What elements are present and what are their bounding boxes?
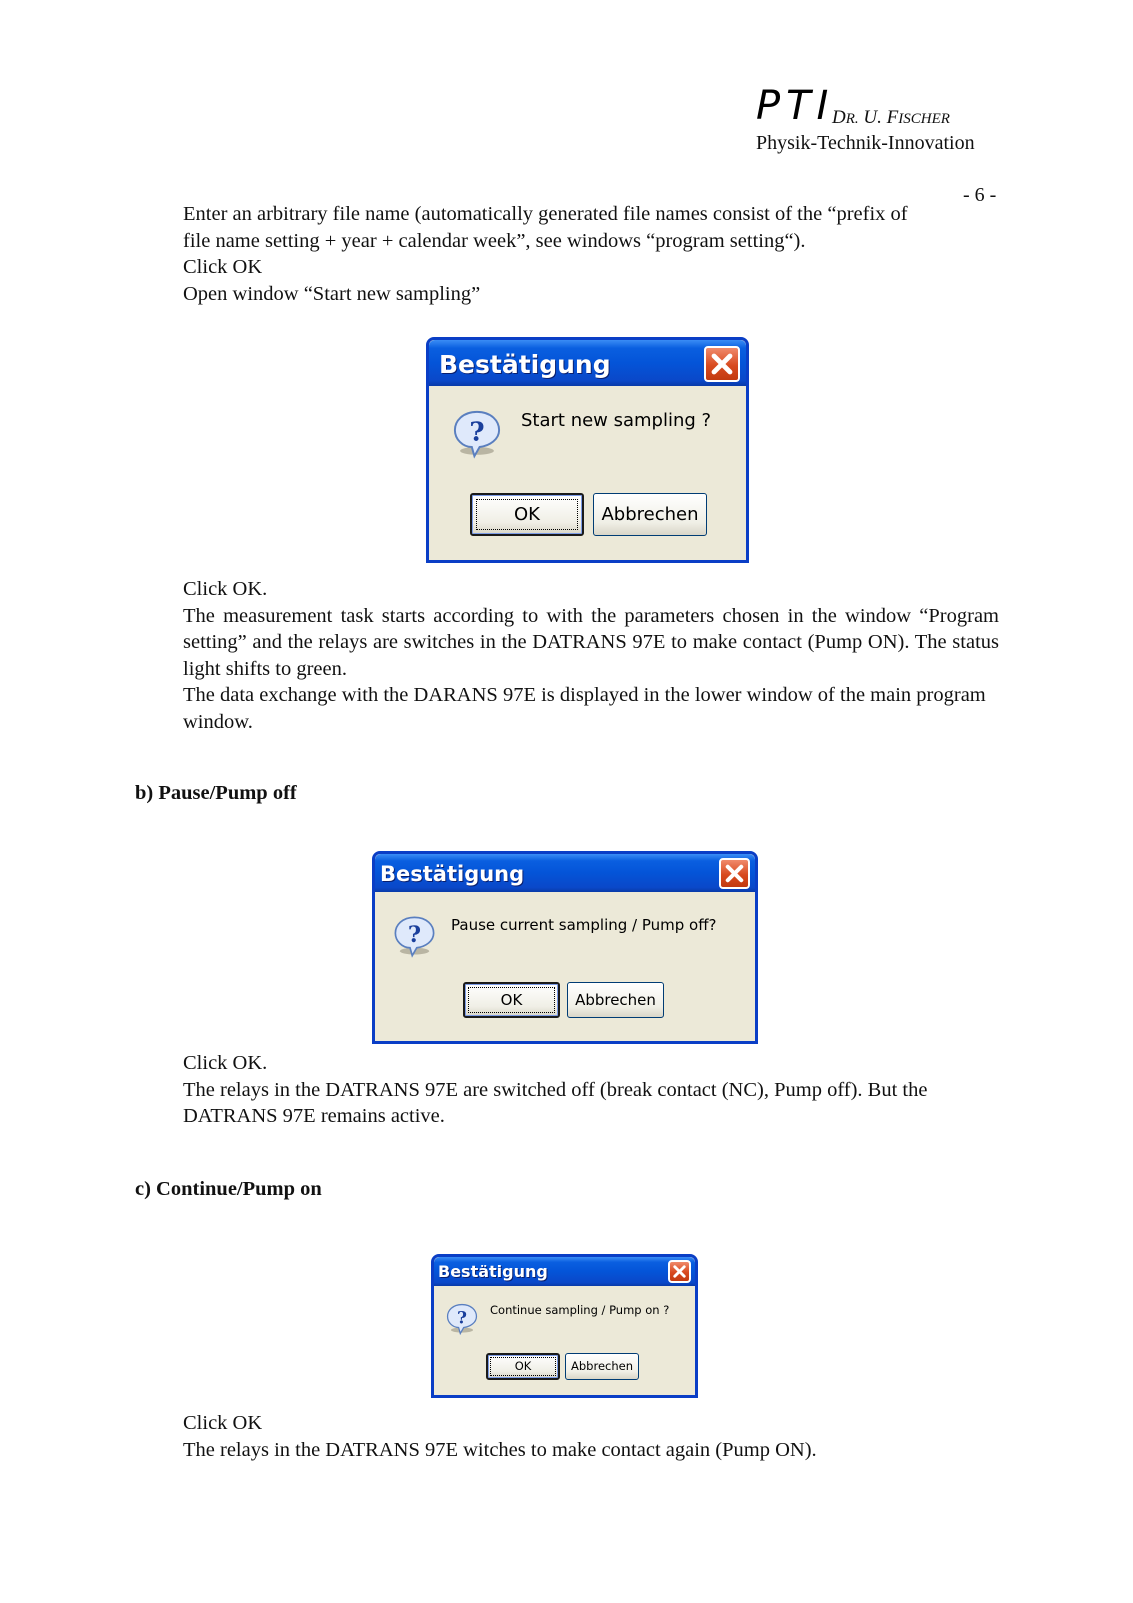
relays-on-text: The relays in the DATRANS 97E witches to make contact again (Pump ON). bbox=[183, 1438, 817, 1461]
cancel-button-label: Abbrechen bbox=[571, 1359, 633, 1373]
ok-button-label: OK bbox=[514, 504, 540, 525]
intro-line-1: Enter an arbitrary file name (automatically generated file names consist of the “prefix of bbox=[183, 203, 908, 225]
section-c-heading: c) Continue/Pump on bbox=[135, 1178, 322, 1200]
close-icon bbox=[721, 860, 748, 887]
cancel-button[interactable] bbox=[565, 1353, 639, 1380]
dialog-title: Bestätigung bbox=[439, 350, 611, 379]
svg-text:?: ? bbox=[469, 417, 485, 448]
ok-button[interactable] bbox=[470, 493, 584, 536]
logo-name: DR. U. FISCHER bbox=[832, 107, 950, 128]
logo-mark: PTI bbox=[756, 83, 835, 129]
dialog-title: Bestätigung bbox=[380, 862, 525, 886]
question-icon bbox=[392, 914, 437, 959]
dialog-message: Pause current sampling / Pump off? bbox=[451, 916, 717, 934]
cancel-button[interactable] bbox=[567, 982, 664, 1018]
company-tagline: Physik-Technik-Innovation bbox=[756, 132, 975, 154]
continue-result-paragraph bbox=[183, 1410, 983, 1463]
svg-text:?: ? bbox=[407, 922, 422, 949]
intro-line-2: file name setting + year + calendar week”, see windows “program setting“). bbox=[183, 229, 806, 252]
dialog-message: Continue sampling / Pump on ? bbox=[490, 1303, 670, 1317]
close-icon bbox=[706, 348, 738, 380]
svg-text:?: ? bbox=[457, 1308, 467, 1329]
continue-sampling-dialog bbox=[431, 1254, 698, 1398]
intro-line-3: Click OK bbox=[183, 256, 263, 278]
ok-button-label: OK bbox=[500, 991, 523, 1009]
pause-sampling-dialog bbox=[372, 851, 758, 1044]
intro-paragraph bbox=[183, 201, 1003, 307]
close-icon bbox=[670, 1262, 689, 1281]
data-exchange-text: The data exchange with the DARANS 97E is displayed in the lower window of the main program window. bbox=[183, 684, 986, 733]
click-ok-text: Click OK. bbox=[183, 578, 268, 600]
cancel-button[interactable] bbox=[593, 493, 707, 536]
close-button[interactable] bbox=[704, 346, 740, 382]
cancel-button-label: Abbrechen bbox=[601, 504, 699, 525]
dialog-title: Bestätigung bbox=[438, 1262, 548, 1281]
ok-button[interactable] bbox=[486, 1353, 560, 1380]
relays-off-text: The relays in the DATRANS 97E are switched off (break contact (NC), Pump off). But the DATRANS 97E remains active. bbox=[183, 1078, 928, 1127]
dialog-titlebar bbox=[429, 340, 746, 386]
dialog-titlebar bbox=[375, 854, 755, 892]
question-icon bbox=[451, 408, 503, 460]
start-sampling-dialog bbox=[426, 337, 749, 563]
dialog-message: Start new sampling ? bbox=[521, 410, 712, 431]
page-number: - 6 - bbox=[963, 184, 997, 206]
click-ok-text: Click OK. bbox=[183, 1052, 268, 1074]
section-b-heading: b) Pause/Pump off bbox=[135, 782, 297, 804]
measurement-start-text: The measurement task starts according to with the parameters chosen in the window “Program setting” and the relays are switches in the DATRANS 97E to make contact (Pump ON). The status light shifts to green. bbox=[183, 604, 999, 680]
click-ok-text: Click OK bbox=[183, 1412, 263, 1434]
ok-button-label: OK bbox=[514, 1359, 532, 1373]
dialog-titlebar bbox=[434, 1257, 695, 1286]
close-button[interactable] bbox=[719, 858, 750, 889]
question-icon bbox=[445, 1302, 479, 1336]
cancel-button-label: Abbrechen bbox=[575, 991, 656, 1009]
start-result-paragraph bbox=[183, 576, 999, 735]
close-button[interactable] bbox=[668, 1260, 691, 1283]
ok-button[interactable] bbox=[463, 982, 560, 1018]
pause-result-paragraph bbox=[183, 1050, 983, 1130]
intro-line-4: Open window “Start new sampling” bbox=[183, 282, 481, 305]
